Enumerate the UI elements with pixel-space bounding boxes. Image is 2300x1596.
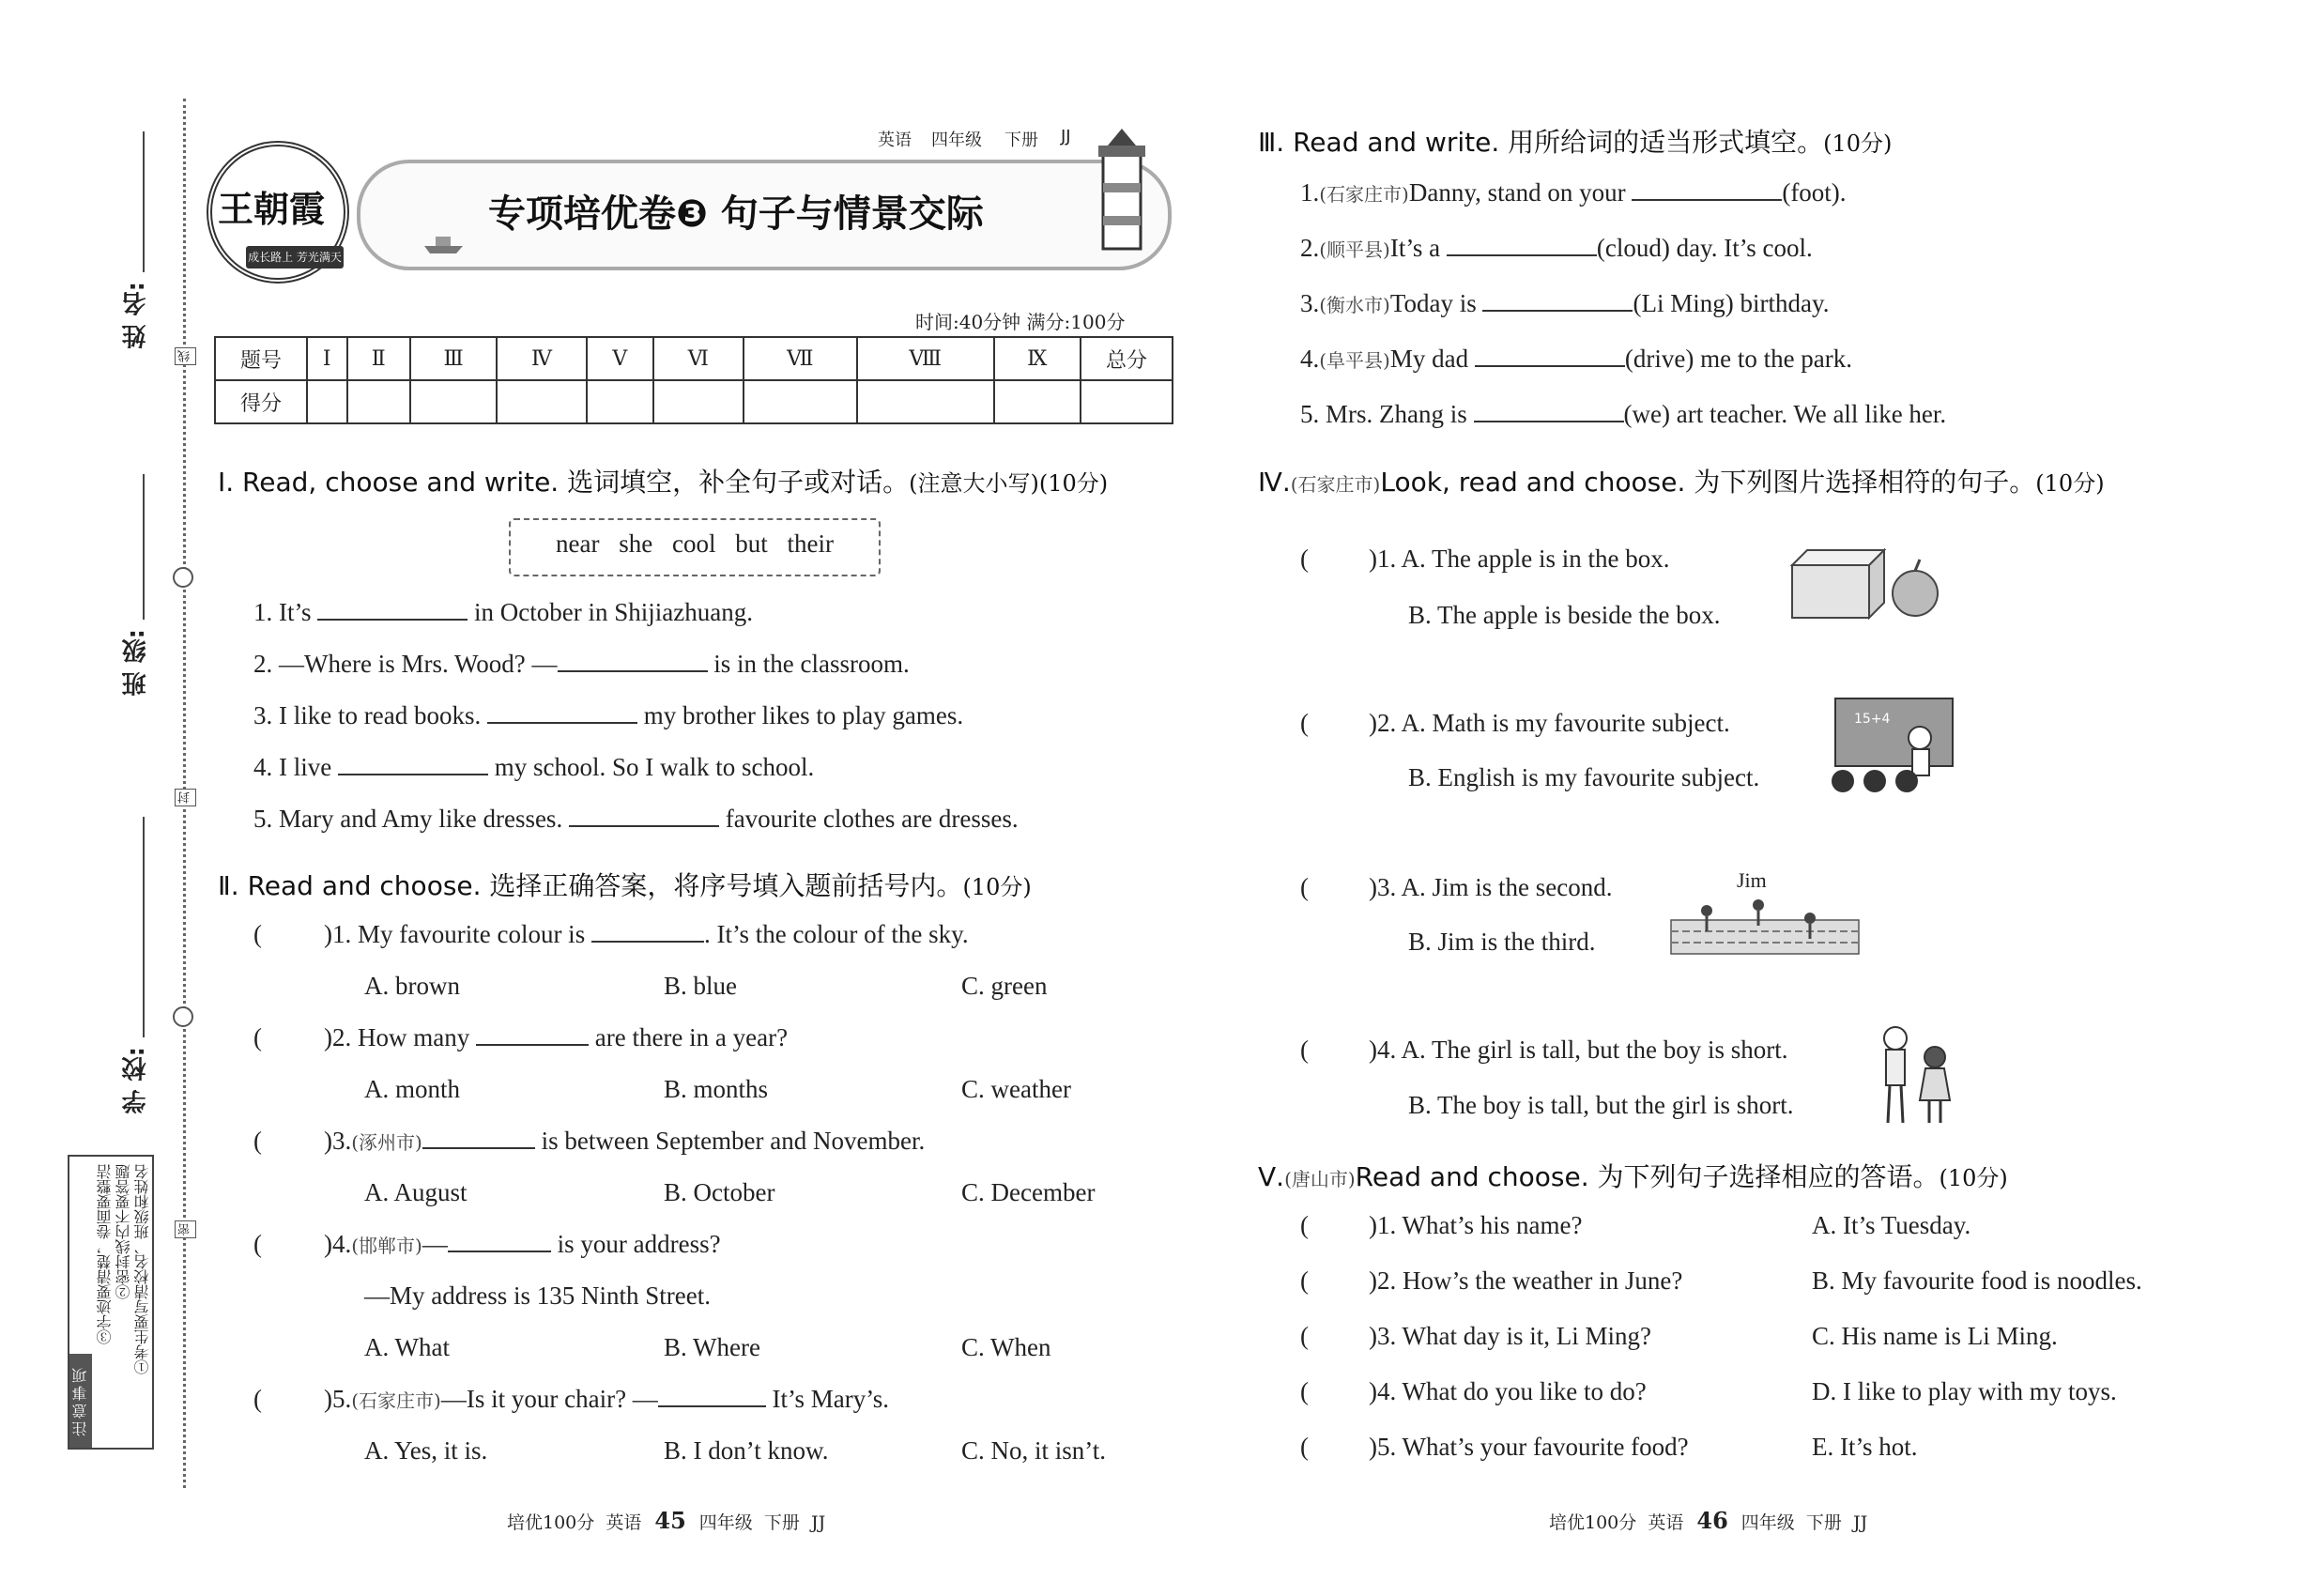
word-hint: (Li Ming) — [1633, 289, 1734, 317]
option-a: A. What — [364, 1333, 450, 1361]
table-cell: I — [307, 337, 347, 380]
section1-title-text: Ⅰ. Read, choose and write. 选词填空，补全句子或对话。 — [218, 467, 910, 498]
section5-title-text: Read and choose. 为下列句子选择相应的答语。 — [1355, 1161, 1940, 1192]
score-input-cell[interactable] — [653, 380, 744, 423]
q-text: My favourite colour is — [358, 920, 586, 948]
answer-blank[interactable] — [658, 1387, 766, 1407]
footer-series: 培优100分 — [1549, 1512, 1637, 1533]
answer-blank[interactable] — [1482, 291, 1633, 312]
s2-question — [324, 920, 969, 949]
s4-option-a — [1369, 873, 1613, 902]
name-label: 姓 名: — [122, 282, 150, 349]
option-a: A. Yes, it is. — [364, 1436, 488, 1465]
ship-icon — [422, 229, 465, 255]
table-cell: Ⅲ — [410, 337, 497, 380]
lighthouse-icon — [1080, 127, 1164, 258]
s5-question: )4. What do you like to do? — [1369, 1377, 1647, 1405]
table-cell: Ⅵ — [653, 337, 744, 380]
s1-text: is in the classroom. — [713, 650, 910, 678]
s4-option-a — [1369, 1036, 1788, 1065]
school-field-line[interactable] — [143, 817, 145, 1037]
section2-title — [218, 866, 1032, 903]
notes-title: 注意事项 — [69, 1354, 92, 1448]
q-text: art teacher. We all like her. — [1676, 400, 1947, 428]
q-text: My dad — [1389, 345, 1469, 373]
footer-left — [507, 1507, 825, 1534]
answer-blank[interactable] — [476, 1025, 589, 1046]
q-num: )3. — [1369, 873, 1397, 901]
q-text: birthday. — [1740, 289, 1830, 317]
word-bank-words: near she cool but their — [556, 529, 834, 558]
footer-term: 下册 — [763, 1512, 800, 1533]
q-num: 2. — [1300, 234, 1320, 262]
s1-text: my brother likes to play games. — [643, 701, 964, 729]
footer-grade: 四年级 — [1740, 1512, 1795, 1533]
answer-paren[interactable]: ( — [1300, 873, 1309, 901]
q-num: 3. — [1300, 289, 1320, 317]
word-hint: (cloud) — [1596, 234, 1670, 262]
name-field-line[interactable] — [143, 131, 145, 272]
binding-hole-mark — [173, 567, 193, 588]
section4-title — [1258, 462, 2105, 499]
page-number: 45 — [654, 1507, 686, 1534]
q-text: are there in a year? — [594, 1023, 789, 1051]
footer-edition: JJ — [811, 1512, 826, 1533]
city-tag: (涿州市) — [351, 1131, 422, 1154]
note-item: ③字迹要清楚，卷面要整洁 — [96, 1164, 114, 1344]
s2-question — [324, 1385, 889, 1414]
s3-item — [1300, 345, 1852, 374]
answer-blank[interactable] — [1475, 346, 1625, 367]
option-a: A. month — [364, 1075, 461, 1103]
s4-option-a — [1369, 545, 1669, 574]
section4-prefix: Ⅳ. — [1258, 467, 1291, 498]
q-text: —Is it your chair? — — [440, 1385, 658, 1413]
logo-text: 王朝霞 — [218, 188, 326, 230]
footer-term: 下册 — [1805, 1512, 1842, 1533]
s2-question — [324, 1127, 925, 1156]
score-input-cell[interactable] — [347, 380, 410, 423]
q-num: )2. — [1369, 709, 1397, 737]
option-a: A. The apple is in the box. — [1401, 545, 1670, 573]
q-text: day. It’s cool. — [1676, 234, 1813, 262]
s2-question — [324, 1230, 721, 1259]
q-text: is your address? — [557, 1230, 721, 1258]
footer-grade: 四年级 — [698, 1512, 753, 1533]
answer-paren[interactable]: ( — [253, 1127, 262, 1155]
box-apple-picture — [1788, 545, 1948, 620]
word-bank — [509, 518, 881, 576]
math-class-picture — [1826, 695, 1957, 798]
city-tag: (石家庄市) — [1319, 183, 1409, 206]
score-input-cell[interactable] — [497, 380, 586, 423]
logo-ribbon: 成长路上 芳光满天 — [246, 246, 344, 269]
q-answer-line: —My address is 135 Ninth Street. — [364, 1281, 711, 1310]
section5-points: (10分) — [1939, 1165, 2008, 1191]
answer-blank[interactable] — [317, 600, 468, 621]
table-cell: Ⅸ — [994, 337, 1081, 380]
section5-prefix: Ⅴ. — [1258, 1161, 1285, 1192]
grade-tag-grade: 四年级 — [931, 130, 982, 150]
option-a: A. brown — [364, 972, 460, 1000]
page-title: 专项培优卷❸ 句子与情景交际 — [488, 192, 984, 236]
section2-points: (10分) — [962, 874, 1032, 900]
cut-mark-seal: 封 — [175, 789, 196, 806]
s1-text: 4. I live — [253, 753, 332, 781]
s1-item — [253, 753, 814, 782]
grade-tag-subject: 英语 — [878, 130, 912, 150]
s2-question — [324, 1023, 788, 1052]
q-text: It’s Mary’s. — [772, 1385, 890, 1413]
table-cell: 得分 — [215, 380, 307, 423]
option-c: C. When — [961, 1333, 1051, 1361]
table-row — [215, 337, 1173, 380]
word-hint: (drive) — [1624, 345, 1694, 373]
q-text: Danny, stand on your — [1408, 178, 1626, 207]
q-text: — — [422, 1230, 448, 1258]
score-table — [214, 336, 1173, 424]
school-label: 学 校: — [122, 1047, 150, 1114]
answer-paren[interactable]: ( — [1300, 709, 1309, 737]
city-tag: (顺平县) — [1319, 238, 1390, 261]
q-num: )1. — [324, 920, 352, 948]
option-c: C. December — [961, 1178, 1096, 1206]
score-input-cell[interactable] — [744, 380, 857, 423]
q-text: Mrs. Zhang is — [1326, 400, 1467, 428]
section3-title-text: Ⅲ. Read and write. 用所给词的适当形式填空。 — [1258, 127, 1824, 158]
s3-item — [1300, 178, 1847, 207]
section1-title — [218, 462, 1108, 499]
q-text: It’s a — [1389, 234, 1441, 262]
score-input-cell[interactable] — [994, 380, 1081, 423]
option-a: A. Jim is the second. — [1401, 873, 1613, 901]
s5-question: )5. What’s your favourite food? — [1369, 1433, 1689, 1461]
binding-hole-mark — [173, 1006, 193, 1027]
q-num: )1. — [1369, 545, 1397, 573]
table-cell: 题号 — [215, 337, 307, 380]
city-tag: (唐山市) — [1284, 1168, 1356, 1190]
option-b: B. blue — [664, 972, 737, 1000]
table-cell: Ⅱ — [347, 337, 410, 380]
class-label: 班 级: — [122, 629, 150, 697]
option-a: A. The girl is tall, but the boy is short. — [1401, 1036, 1788, 1064]
q-num: 5. — [1300, 400, 1320, 428]
score-input-cell[interactable] — [307, 380, 347, 423]
s5-answer: E. It’s hot. — [1812, 1433, 1918, 1461]
race-track-picture — [1669, 892, 1862, 958]
cut-mark-secret: 密 — [175, 1220, 196, 1238]
option-a: A. August — [364, 1178, 468, 1206]
s1-text: 1. It’s — [253, 598, 312, 626]
table-cell: Ⅷ — [857, 337, 994, 380]
s5-answer: A. It’s Tuesday. — [1812, 1211, 1971, 1239]
jim-label: Jim — [1737, 868, 1767, 892]
q-num: )4. — [1369, 1036, 1397, 1064]
option-b: B. The boy is tall, but the girl is short. — [1408, 1091, 1794, 1119]
s1-text: my school. So I walk to school. — [494, 753, 815, 781]
option-b: B. Jim is the third. — [1408, 928, 1596, 956]
section2-title-text: Ⅱ. Read and choose. 选择正确答案，将序号填入题前括号内。 — [218, 870, 963, 901]
section5-title — [1258, 1157, 2008, 1194]
grade-tag-edition: JJ — [1061, 127, 1071, 146]
footer-series: 培优100分 — [507, 1512, 595, 1533]
answer-blank[interactable] — [422, 1128, 535, 1149]
score-input-cell[interactable] — [857, 380, 994, 423]
answer-blank[interactable] — [448, 1232, 551, 1252]
score-input-cell[interactable] — [587, 380, 653, 423]
q-text: is between September and November. — [541, 1127, 926, 1155]
grade-tag-term: 下册 — [1004, 130, 1038, 150]
section3-points: (10分) — [1823, 130, 1893, 157]
option-b: B. I don’t know. — [664, 1436, 829, 1465]
city-tag: (衡水市) — [1319, 294, 1390, 316]
board-text: 15+4 — [1854, 712, 1891, 727]
answer-paren[interactable]: ( — [1300, 1377, 1309, 1405]
answer-paren[interactable]: ( — [1300, 545, 1309, 573]
q-num: 1. — [1300, 178, 1320, 207]
answer-paren[interactable]: ( — [1300, 1211, 1309, 1239]
s4-option-a — [1369, 709, 1730, 738]
footer-edition: JJ — [1853, 1512, 1868, 1533]
q-text: . It’s the colour of the sky. — [703, 920, 969, 948]
option-b: B. English is my favourite subject. — [1408, 763, 1760, 791]
answer-paren[interactable]: ( — [253, 1230, 262, 1258]
time-info: 时间:40分钟 满分:100分 — [915, 311, 1126, 333]
q-num: )5. — [324, 1385, 352, 1413]
s1-text: 3. I like to read books. — [253, 701, 482, 729]
s5-question: )1. What’s his name? — [1369, 1211, 1583, 1239]
s5-question: )3. What day is it, Li Ming? — [1369, 1322, 1651, 1350]
table-row — [215, 380, 1173, 423]
answer-paren[interactable]: ( — [1300, 1322, 1309, 1350]
s1-item — [253, 650, 910, 679]
city-tag: (邯郸市) — [351, 1235, 422, 1257]
boy-girl-picture — [1873, 1023, 1957, 1127]
option-c: C. No, it isn’t. — [961, 1436, 1107, 1465]
answer-paren[interactable]: ( — [1300, 1266, 1309, 1295]
option-b: B. October — [664, 1178, 775, 1206]
page-number: 46 — [1696, 1507, 1728, 1534]
s5-answer: C. His name is Li Ming. — [1812, 1322, 2058, 1350]
answer-blank[interactable] — [338, 755, 488, 775]
footer-right — [1549, 1507, 1867, 1534]
s1-item — [253, 805, 1019, 834]
cut-mark-line: 线 — [175, 347, 196, 365]
answer-paren[interactable]: ( — [1300, 1036, 1309, 1064]
note-item: ②密封线内不要答题 — [115, 1164, 132, 1299]
answer-blank[interactable] — [1632, 180, 1782, 201]
word-hint: (we) — [1623, 400, 1670, 428]
section4-title-text: Look, read and choose. 为下列图片选择相符的句子。 — [1380, 467, 2036, 498]
city-tag: (阜平县) — [1319, 349, 1390, 372]
q-num: )2. — [324, 1023, 352, 1051]
footer-subject: 英语 — [606, 1512, 642, 1533]
s3-item — [1300, 400, 1946, 429]
s5-answer: D. I like to play with my toys. — [1812, 1377, 2117, 1405]
option-b: B. months — [664, 1075, 769, 1103]
answer-blank[interactable] — [569, 806, 719, 827]
table-cell: Ⅳ — [497, 337, 586, 380]
city-tag: (石家庄市) — [1290, 473, 1381, 496]
q-text: How many — [358, 1023, 470, 1051]
note-item: ①考生要写清校名、班级和姓名 — [133, 1164, 151, 1374]
s1-text: favourite clothes are dresses. — [725, 805, 1019, 833]
table-cell: 总分 — [1081, 337, 1173, 380]
option-c: C. green — [961, 972, 1048, 1000]
option-a: A. Math is my favourite subject. — [1401, 709, 1730, 737]
q-num: 4. — [1300, 345, 1320, 373]
city-tag: (石家庄市) — [351, 1389, 441, 1412]
s3-item — [1300, 234, 1813, 263]
option-b: B. The apple is beside the box. — [1408, 601, 1721, 629]
option-b: B. Where — [664, 1333, 760, 1361]
answer-blank[interactable] — [1474, 402, 1624, 422]
q-text: Today is — [1389, 289, 1477, 317]
section1-note: (注意大小写)(10分) — [909, 470, 1109, 497]
answer-paren[interactable]: ( — [1300, 1433, 1309, 1461]
answer-paren[interactable]: ( — [253, 1385, 262, 1413]
s5-answer: B. My favourite food is noodles. — [1812, 1266, 2142, 1295]
score-input-cell[interactable] — [1081, 380, 1173, 423]
section3-title — [1258, 122, 1892, 160]
q-num: )4. — [324, 1230, 352, 1258]
notes-box — [68, 1155, 154, 1450]
s1-text: 2. —Where is Mrs. Wood? — — [253, 650, 558, 678]
answer-blank[interactable] — [591, 922, 704, 943]
s5-question: )2. How’s the weather in June? — [1369, 1266, 1683, 1295]
footer-subject: 英语 — [1648, 1512, 1684, 1533]
table-cell: V — [587, 337, 653, 380]
q-num: )3. — [324, 1127, 352, 1155]
table-cell: Ⅶ — [744, 337, 857, 380]
word-hint: (foot). — [1782, 178, 1847, 207]
answer-paren[interactable]: ( — [253, 1023, 262, 1051]
s1-text: 5. Mary and Amy like dresses. — [253, 805, 563, 833]
option-c: C. weather — [961, 1075, 1071, 1103]
s1-item — [253, 701, 963, 730]
answer-paren[interactable]: ( — [253, 920, 262, 948]
s1-item — [253, 598, 753, 627]
q-text: me to the park. — [1700, 345, 1853, 373]
s3-item — [1300, 289, 1829, 318]
section4-points: (10分) — [2035, 470, 2105, 497]
answer-blank[interactable] — [558, 652, 708, 672]
score-input-cell[interactable] — [410, 380, 497, 423]
s1-text: in October in Shijiazhuang. — [474, 598, 753, 626]
class-field-line[interactable] — [143, 474, 145, 620]
answer-blank[interactable] — [487, 703, 637, 724]
answer-blank[interactable] — [1447, 236, 1597, 256]
